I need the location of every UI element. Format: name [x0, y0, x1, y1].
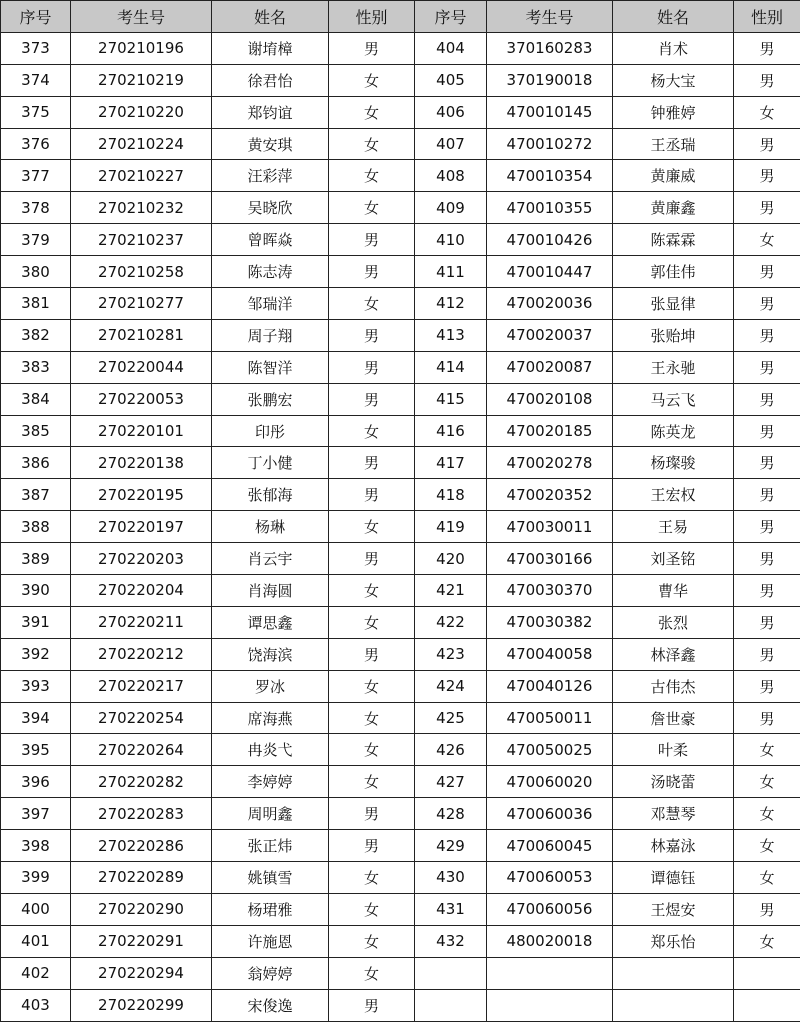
cell-gender-right: 女: [734, 96, 800, 128]
cell-name-left: 张鹏宏: [212, 383, 329, 415]
cell-exam-id-right: [487, 957, 613, 989]
cell-name-left: 翁婷婷: [212, 957, 329, 989]
table-row: [1, 479, 800, 511]
cell-name-left: 黄安琪: [212, 128, 329, 160]
cell-exam-id-right: 370160283: [487, 32, 613, 64]
cell-name-right: 叶柔: [613, 734, 734, 766]
cell-gender-left: 男: [329, 989, 415, 1021]
cell-seq-right: 418: [415, 479, 487, 511]
cell-exam-id-left: 270220197: [71, 511, 212, 543]
cell-exam-id-left: 270210277: [71, 288, 212, 320]
cell-exam-id-right: 470030011: [487, 511, 613, 543]
cell-exam-id-left: 270220217: [71, 670, 212, 702]
cell-name-left: 丁小健: [212, 447, 329, 479]
cell-gender-left: 男: [329, 447, 415, 479]
table-row: [1, 351, 800, 383]
cell-gender-left: 女: [329, 415, 415, 447]
cell-gender-right: 男: [734, 606, 800, 638]
cell-name-right: 詹世豪: [613, 702, 734, 734]
header-gender-left: 性别: [329, 1, 415, 33]
cell-gender-right: 女: [734, 925, 800, 957]
cell-gender-left: 女: [329, 511, 415, 543]
table-row: [1, 224, 800, 256]
cell-seq-right: 407: [415, 128, 487, 160]
cell-exam-id-right: 470020278: [487, 447, 613, 479]
cell-exam-id-right: 470020037: [487, 319, 613, 351]
cell-seq-left: 396: [1, 766, 71, 798]
cell-name-right: 钟雅婷: [613, 96, 734, 128]
cell-exam-id-left: 270220053: [71, 383, 212, 415]
cell-gender-left: 男: [329, 319, 415, 351]
cell-name-right: 邓慧琴: [613, 798, 734, 830]
cell-seq-left: 378: [1, 192, 71, 224]
cell-name-left: 谭思鑫: [212, 606, 329, 638]
cell-gender-right: 男: [734, 351, 800, 383]
cell-exam-id-right: 470020087: [487, 351, 613, 383]
cell-seq-left: 395: [1, 734, 71, 766]
cell-exam-id-left: 270220138: [71, 447, 212, 479]
cell-gender-left: 男: [329, 479, 415, 511]
cell-name-right: 杨大宝: [613, 64, 734, 96]
cell-name-left: 罗冰: [212, 670, 329, 702]
cell-exam-id-left: 270220211: [71, 606, 212, 638]
cell-exam-id-left: 270220299: [71, 989, 212, 1021]
cell-seq-right: 419: [415, 511, 487, 543]
cell-gender-right: 男: [734, 670, 800, 702]
cell-name-left: 陈智洋: [212, 351, 329, 383]
table-row: [1, 128, 800, 160]
cell-name-right: 郭佳伟: [613, 256, 734, 288]
cell-gender-left: 男: [329, 543, 415, 575]
cell-seq-left: 382: [1, 319, 71, 351]
cell-seq-right: 427: [415, 766, 487, 798]
table-row: [1, 606, 800, 638]
cell-gender-right: 男: [734, 160, 800, 192]
cell-exam-id-left: 270210258: [71, 256, 212, 288]
cell-gender-right: 男: [734, 543, 800, 575]
cell-seq-right: 425: [415, 702, 487, 734]
cell-seq-left: 391: [1, 606, 71, 638]
cell-exam-id-left: 270220264: [71, 734, 212, 766]
cell-name-right: 刘圣铭: [613, 543, 734, 575]
cell-name-right: [613, 989, 734, 1021]
cell-gender-left: 男: [329, 638, 415, 670]
table-row: [1, 862, 800, 894]
cell-name-right: 古伟杰: [613, 670, 734, 702]
cell-seq-left: 388: [1, 511, 71, 543]
cell-name-left: 周明鑫: [212, 798, 329, 830]
cell-exam-id-left: 270220195: [71, 479, 212, 511]
cell-gender-right: 男: [734, 64, 800, 96]
cell-exam-id-right: 470020352: [487, 479, 613, 511]
cell-gender-left: 女: [329, 893, 415, 925]
cell-gender-right: 男: [734, 511, 800, 543]
cell-gender-left: 女: [329, 128, 415, 160]
cell-exam-id-left: 270210232: [71, 192, 212, 224]
cell-exam-id-left: 270210196: [71, 32, 212, 64]
cell-exam-id-right: 470030370: [487, 575, 613, 607]
header-name-right: 姓名: [613, 1, 734, 33]
cell-name-right: 马云飞: [613, 383, 734, 415]
cell-gender-right: 男: [734, 256, 800, 288]
cell-name-right: 汤晓蕾: [613, 766, 734, 798]
header-exam-id-left: 考生号: [71, 1, 212, 33]
cell-name-right: 林泽鑫: [613, 638, 734, 670]
table-row: [1, 638, 800, 670]
cell-gender-right: [734, 989, 800, 1021]
cell-name-right: 陈霖霖: [613, 224, 734, 256]
cell-exam-id-right: 470060056: [487, 893, 613, 925]
cell-name-left: 印彤: [212, 415, 329, 447]
cell-seq-right: 408: [415, 160, 487, 192]
cell-seq-left: 402: [1, 957, 71, 989]
cell-seq-right: 406: [415, 96, 487, 128]
cell-name-right: [613, 957, 734, 989]
cell-gender-right: 男: [734, 32, 800, 64]
cell-name-left: 许施恩: [212, 925, 329, 957]
cell-seq-left: 373: [1, 32, 71, 64]
cell-gender-right: [734, 957, 800, 989]
cell-gender-left: 女: [329, 288, 415, 320]
cell-gender-left: 女: [329, 575, 415, 607]
cell-seq-left: 386: [1, 447, 71, 479]
cell-seq-left: 389: [1, 543, 71, 575]
cell-gender-left: 女: [329, 925, 415, 957]
cell-seq-right: 431: [415, 893, 487, 925]
cell-exam-id-left: 270210219: [71, 64, 212, 96]
cell-gender-left: 女: [329, 766, 415, 798]
cell-exam-id-right: 470060053: [487, 862, 613, 894]
cell-name-left: 曾晖焱: [212, 224, 329, 256]
header-exam-id-right: 考生号: [487, 1, 613, 33]
cell-exam-id-left: 270220044: [71, 351, 212, 383]
cell-name-right: 曹华: [613, 575, 734, 607]
cell-seq-right: 416: [415, 415, 487, 447]
table-row: [1, 415, 800, 447]
cell-exam-id-right: 470010426: [487, 224, 613, 256]
cell-exam-id-left: 270220291: [71, 925, 212, 957]
cell-seq-right: 404: [415, 32, 487, 64]
table-row: [1, 192, 800, 224]
cell-seq-right: 422: [415, 606, 487, 638]
cell-seq-right: [415, 957, 487, 989]
cell-seq-right: 432: [415, 925, 487, 957]
cell-seq-left: 397: [1, 798, 71, 830]
cell-exam-id-left: 270220254: [71, 702, 212, 734]
table-row: [1, 766, 800, 798]
table-row: [1, 702, 800, 734]
cell-seq-left: 392: [1, 638, 71, 670]
table-row: [1, 319, 800, 351]
table-row: [1, 893, 800, 925]
cell-name-right: 张烈: [613, 606, 734, 638]
cell-gender-right: 女: [734, 766, 800, 798]
cell-exam-id-left: 270220294: [71, 957, 212, 989]
cell-seq-left: 377: [1, 160, 71, 192]
cell-name-left: 肖云宇: [212, 543, 329, 575]
cell-exam-id-right: 470010354: [487, 160, 613, 192]
cell-name-left: 杨珺雅: [212, 893, 329, 925]
cell-name-left: 饶海滨: [212, 638, 329, 670]
header-row: [1, 1, 800, 33]
cell-exam-id-right: 470060036: [487, 798, 613, 830]
cell-exam-id-right: 470010272: [487, 128, 613, 160]
cell-seq-right: 409: [415, 192, 487, 224]
cell-exam-id-left: 270210224: [71, 128, 212, 160]
header-seq-left: 序号: [1, 1, 71, 33]
cell-exam-id-right: 480020018: [487, 925, 613, 957]
cell-exam-id-right: 470050025: [487, 734, 613, 766]
cell-gender-right: 女: [734, 224, 800, 256]
cell-seq-left: 381: [1, 288, 71, 320]
header-gender-right: 性别: [734, 1, 800, 33]
cell-exam-id-left: 270210227: [71, 160, 212, 192]
cell-name-left: 李婷婷: [212, 766, 329, 798]
cell-seq-left: 387: [1, 479, 71, 511]
cell-gender-right: 男: [734, 192, 800, 224]
cell-name-left: 郑钧谊: [212, 96, 329, 128]
cell-name-right: 黄廉鑫: [613, 192, 734, 224]
cell-name-right: 陈英龙: [613, 415, 734, 447]
cell-seq-right: 430: [415, 862, 487, 894]
cell-exam-id-right: 470040058: [487, 638, 613, 670]
header-seq-right: 序号: [415, 1, 487, 33]
cell-seq-right: 414: [415, 351, 487, 383]
cell-name-left: 谢堉樟: [212, 32, 329, 64]
cell-seq-right: 426: [415, 734, 487, 766]
cell-name-right: 谭德钰: [613, 862, 734, 894]
cell-name-left: 吴晓欣: [212, 192, 329, 224]
table-row: [1, 383, 800, 415]
table-row: [1, 288, 800, 320]
cell-exam-id-right: 470020108: [487, 383, 613, 415]
cell-seq-left: 403: [1, 989, 71, 1021]
cell-seq-left: 394: [1, 702, 71, 734]
cell-gender-right: 女: [734, 798, 800, 830]
cell-seq-right: 411: [415, 256, 487, 288]
cell-seq-left: 376: [1, 128, 71, 160]
cell-gender-left: 女: [329, 702, 415, 734]
cell-seq-right: 420: [415, 543, 487, 575]
cell-exam-id-right: 470060045: [487, 830, 613, 862]
cell-name-left: 杨琳: [212, 511, 329, 543]
cell-exam-id-right: 470020036: [487, 288, 613, 320]
cell-seq-right: [415, 989, 487, 1021]
cell-name-left: 周子翔: [212, 319, 329, 351]
cell-gender-right: 男: [734, 479, 800, 511]
cell-seq-right: 405: [415, 64, 487, 96]
cell-exam-id-left: 270220289: [71, 862, 212, 894]
cell-seq-right: 424: [415, 670, 487, 702]
cell-gender-left: 女: [329, 64, 415, 96]
cell-name-left: 徐君怡: [212, 64, 329, 96]
table-row: [1, 96, 800, 128]
cell-seq-right: 410: [415, 224, 487, 256]
cell-name-left: 汪彩萍: [212, 160, 329, 192]
cell-seq-left: 383: [1, 351, 71, 383]
table-row: [1, 989, 800, 1021]
cell-exam-id-right: 470010447: [487, 256, 613, 288]
cell-gender-left: 男: [329, 798, 415, 830]
cell-exam-id-right: [487, 989, 613, 1021]
cell-name-right: 郑乐怡: [613, 925, 734, 957]
cell-exam-id-right: 470040126: [487, 670, 613, 702]
header-name-left: 姓名: [212, 1, 329, 33]
cell-name-right: 杨璨骏: [613, 447, 734, 479]
table-row: [1, 511, 800, 543]
table-row: [1, 670, 800, 702]
cell-gender-right: 男: [734, 383, 800, 415]
cell-gender-left: 女: [329, 192, 415, 224]
table-header: [1, 1, 800, 33]
table-row: [1, 447, 800, 479]
table-row: [1, 925, 800, 957]
table-row: [1, 32, 800, 64]
cell-exam-id-left: 270210220: [71, 96, 212, 128]
cell-gender-right: 男: [734, 575, 800, 607]
cell-seq-left: 390: [1, 575, 71, 607]
cell-name-left: 张正炜: [212, 830, 329, 862]
cell-seq-left: 375: [1, 96, 71, 128]
cell-seq-left: 399: [1, 862, 71, 894]
cell-gender-right: 男: [734, 319, 800, 351]
table-body: [1, 32, 800, 1021]
cell-seq-right: 423: [415, 638, 487, 670]
cell-gender-left: 女: [329, 606, 415, 638]
cell-name-right: 王永驰: [613, 351, 734, 383]
cell-exam-id-left: 270220204: [71, 575, 212, 607]
cell-seq-left: 401: [1, 925, 71, 957]
cell-seq-left: 384: [1, 383, 71, 415]
cell-gender-left: 男: [329, 830, 415, 862]
cell-seq-left: 374: [1, 64, 71, 96]
cell-name-right: 王丞瑞: [613, 128, 734, 160]
cell-exam-id-right: 470030166: [487, 543, 613, 575]
cell-seq-left: 379: [1, 224, 71, 256]
cell-exam-id-left: 270220282: [71, 766, 212, 798]
cell-seq-right: 413: [415, 319, 487, 351]
cell-gender-right: 男: [734, 447, 800, 479]
cell-seq-left: 385: [1, 415, 71, 447]
cell-name-left: 肖海圆: [212, 575, 329, 607]
cell-gender-right: 女: [734, 862, 800, 894]
cell-exam-id-right: 470020185: [487, 415, 613, 447]
cell-name-right: 黄廉威: [613, 160, 734, 192]
cell-exam-id-right: 370190018: [487, 64, 613, 96]
cell-seq-right: 417: [415, 447, 487, 479]
cell-gender-right: 女: [734, 734, 800, 766]
cell-gender-left: 女: [329, 670, 415, 702]
cell-seq-right: 428: [415, 798, 487, 830]
cell-gender-left: 女: [329, 734, 415, 766]
cell-name-left: 邹瑞洋: [212, 288, 329, 320]
cell-seq-left: 393: [1, 670, 71, 702]
table-row: [1, 798, 800, 830]
cell-exam-id-right: 470010145: [487, 96, 613, 128]
cell-name-left: 姚镇雪: [212, 862, 329, 894]
cell-exam-id-left: 270220101: [71, 415, 212, 447]
cell-seq-right: 412: [415, 288, 487, 320]
cell-name-left: 冉炎弋: [212, 734, 329, 766]
cell-seq-left: 398: [1, 830, 71, 862]
cell-exam-id-left: 270220212: [71, 638, 212, 670]
cell-exam-id-left: 270220203: [71, 543, 212, 575]
cell-gender-right: 女: [734, 830, 800, 862]
table-row: [1, 957, 800, 989]
cell-gender-left: 男: [329, 256, 415, 288]
cell-exam-id-left: 270220290: [71, 893, 212, 925]
cell-gender-left: 男: [329, 351, 415, 383]
cell-seq-right: 429: [415, 830, 487, 862]
cell-gender-left: 女: [329, 862, 415, 894]
cell-exam-id-left: 270210237: [71, 224, 212, 256]
cell-name-right: 张贻坤: [613, 319, 734, 351]
cell-exam-id-right: 470060020: [487, 766, 613, 798]
cell-name-left: 陈志涛: [212, 256, 329, 288]
cell-exam-id-right: 470010355: [487, 192, 613, 224]
cell-name-left: 宋俊逸: [212, 989, 329, 1021]
cell-gender-left: 女: [329, 957, 415, 989]
cell-seq-right: 415: [415, 383, 487, 415]
cell-exam-id-right: 470030382: [487, 606, 613, 638]
cell-gender-left: 男: [329, 383, 415, 415]
table-row: [1, 543, 800, 575]
cell-gender-left: 男: [329, 32, 415, 64]
table-row: [1, 160, 800, 192]
cell-name-right: 王宏权: [613, 479, 734, 511]
cell-exam-id-left: 270220286: [71, 830, 212, 862]
cell-exam-id-left: 270210281: [71, 319, 212, 351]
cell-gender-right: 男: [734, 288, 800, 320]
table-row: [1, 575, 800, 607]
cell-seq-left: 400: [1, 893, 71, 925]
cell-name-left: 张郁海: [212, 479, 329, 511]
cell-gender-right: 男: [734, 702, 800, 734]
cell-gender-right: 男: [734, 893, 800, 925]
cell-name-left: 席海燕: [212, 702, 329, 734]
cell-name-right: 林嘉泳: [613, 830, 734, 862]
cell-exam-id-right: 470050011: [487, 702, 613, 734]
table-row: [1, 256, 800, 288]
table-row: [1, 64, 800, 96]
cell-gender-right: 男: [734, 128, 800, 160]
cell-name-right: 王易: [613, 511, 734, 543]
table-row: [1, 734, 800, 766]
cell-seq-left: 380: [1, 256, 71, 288]
cell-name-right: 肖术: [613, 32, 734, 64]
cell-name-right: 王煜安: [613, 893, 734, 925]
cell-exam-id-left: 270220283: [71, 798, 212, 830]
cell-gender-right: 男: [734, 638, 800, 670]
cell-gender-left: 女: [329, 160, 415, 192]
cell-name-right: 张显律: [613, 288, 734, 320]
cell-seq-right: 421: [415, 575, 487, 607]
table-row: [1, 830, 800, 862]
cell-gender-left: 男: [329, 224, 415, 256]
cell-gender-left: 女: [329, 96, 415, 128]
cell-gender-right: 男: [734, 415, 800, 447]
